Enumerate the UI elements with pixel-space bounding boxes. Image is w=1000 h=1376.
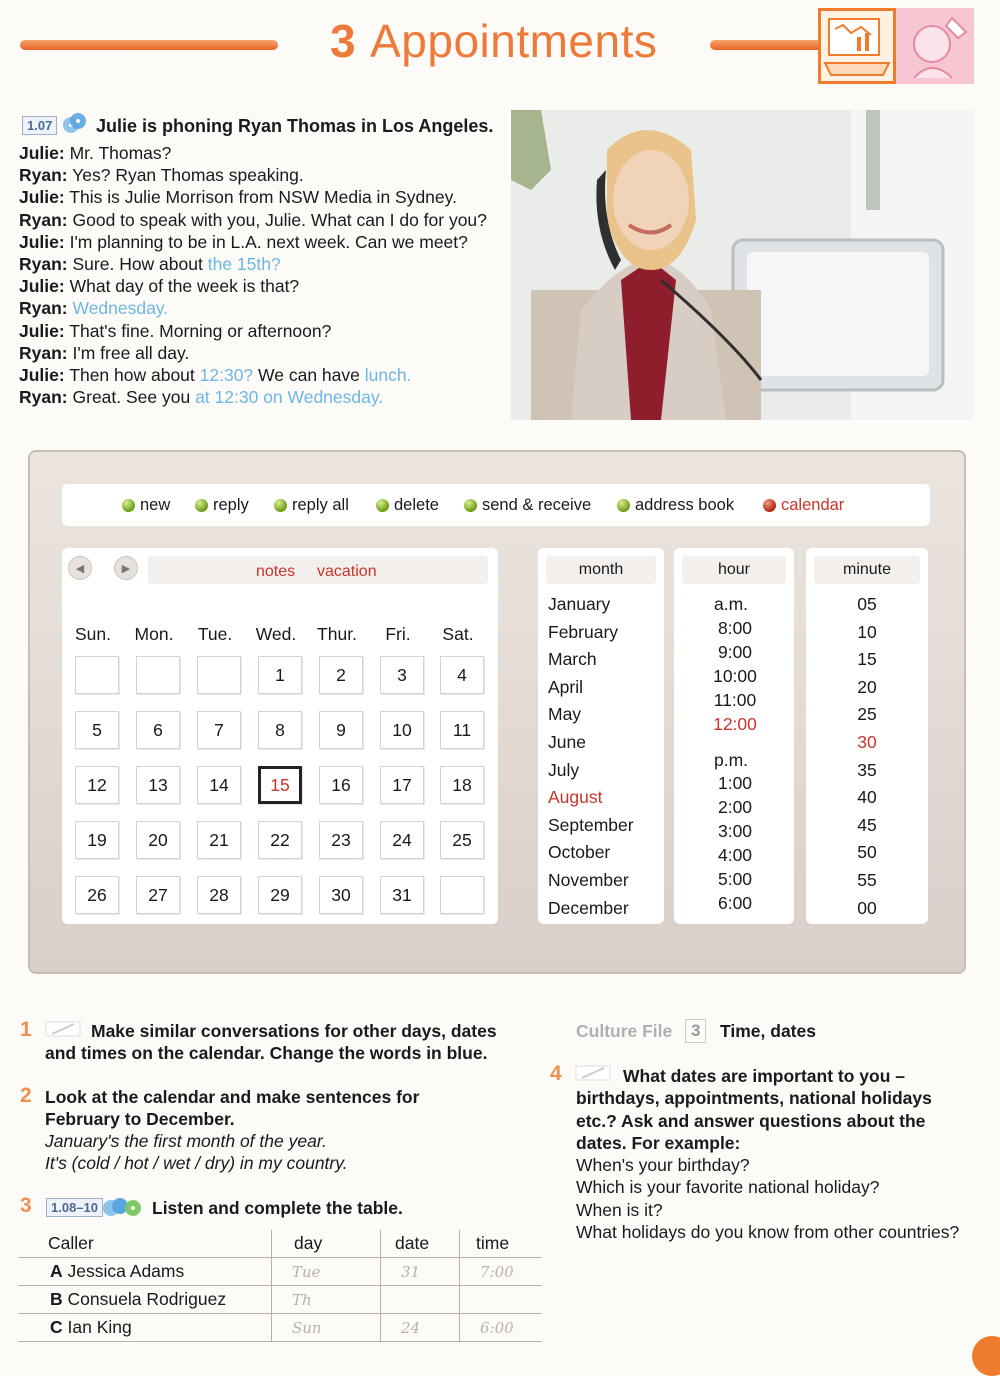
culture-file-subtitle: Time, dates <box>720 1021 816 1041</box>
month-item[interactable]: June <box>548 732 586 752</box>
dialogue-blue-text: at 12:30 on Wednesday. <box>195 387 384 408</box>
day-of-week-label: Mon. <box>134 624 174 644</box>
dialogue-line <box>19 275 487 297</box>
am-label: a.m. <box>713 594 749 614</box>
month-item[interactable]: October <box>548 842 611 863</box>
dialogue-blue-text: the 15th? <box>207 254 281 275</box>
speaker-name: Ryan: <box>19 254 68 275</box>
table-row <box>18 1286 542 1314</box>
month-header: month <box>546 556 656 584</box>
calendar-day[interactable]: 30 <box>319 876 363 914</box>
hour-item[interactable]: 1:00 <box>717 773 753 793</box>
minute-item[interactable]: 15 <box>857 649 877 670</box>
tab-notes[interactable]: notes <box>256 563 296 580</box>
dialogue-line <box>19 142 487 164</box>
col-header-day: day <box>272 1230 381 1258</box>
calendar-day[interactable]: 20 <box>136 821 180 859</box>
dialogue-text: I'm planning to be in L.A. next week. Can we meet? <box>69 231 468 252</box>
calendar-day[interactable]: 6 <box>136 711 180 749</box>
exercise-4-instruction-line: What dates are important to you – <box>623 1066 905 1086</box>
chevron-right-icon: ▶ <box>121 562 131 575</box>
hour-item[interactable]: 2:00 <box>717 797 753 817</box>
hour-item[interactable]: 5:00 <box>717 869 753 889</box>
chevron-left-icon: ◀ <box>75 562 85 575</box>
dialogue-text: Sure. How about <box>72 254 208 275</box>
minute-item[interactable]: 20 <box>857 676 877 697</box>
month-item[interactable]: December <box>548 897 629 918</box>
exercise-4-instruction-line: etc.? Ask and answer questions about the <box>576 1110 926 1131</box>
green-dot-icon <box>617 499 630 512</box>
dialogue-text: What day of the week is that? <box>69 276 300 297</box>
toolbar-delete-button[interactable]: delete <box>376 496 439 515</box>
dialogue-text: That's fine. Morning or afternoon? <box>69 320 332 341</box>
minute-header: minute <box>814 556 920 584</box>
calendar-day[interactable]: 5 <box>75 711 119 749</box>
speaker-name: Ryan: <box>19 342 68 363</box>
exercise-4-instruction-line: birthdays, appointments, national holidays <box>576 1088 932 1109</box>
dialogue-text: I'm free all day. <box>72 342 190 363</box>
exercise-4-question: When is it? <box>576 1199 663 1220</box>
dialogue-blue-text: lunch. <box>364 365 412 386</box>
col-header-time: time <box>460 1230 543 1258</box>
calendar-day[interactable]: 19 <box>75 821 119 859</box>
caller-name: Ian King <box>67 1317 132 1337</box>
handwritten-date[interactable] <box>381 1286 460 1314</box>
exercise-2-example-1: January's the first month of the year. <box>45 1131 327 1151</box>
hour-item[interactable]: 12:00 <box>713 714 757 734</box>
caller-name: Consuela Rodriguez <box>67 1289 227 1309</box>
calendar-day[interactable]: 17 <box>380 766 424 804</box>
exercise-2-example-2: It's (cold / hot / wet / dry) in my country. <box>45 1153 348 1173</box>
minute-item[interactable]: 25 <box>857 704 877 725</box>
hour-header: hour <box>682 556 786 584</box>
month-item[interactable]: January <box>548 594 611 614</box>
calendar-day[interactable]: 26 <box>75 876 119 914</box>
pm-label: p.m. <box>713 750 749 770</box>
audio-cd-icon[interactable] <box>60 112 88 134</box>
header-bar-left <box>20 40 278 50</box>
minute-item[interactable]: 35 <box>857 759 877 780</box>
dialogue-text: This is Julie Morrison from NSW Media in Sydney. <box>69 187 457 208</box>
calendar-day[interactable]: 25 <box>440 821 484 859</box>
caller-cell <box>18 1286 272 1314</box>
calendar-day[interactable]: 27 <box>136 876 180 914</box>
green-dot-icon <box>376 499 389 512</box>
month-item[interactable]: May <box>548 704 582 725</box>
calendar-day[interactable]: 2 <box>319 656 363 694</box>
exercise-1-number: 1 <box>20 1018 32 1041</box>
dialogue-text: Then how about <box>69 365 200 386</box>
header-bar-right <box>710 40 825 50</box>
day-of-week-label: Wed. <box>255 624 297 644</box>
calendar-day[interactable]: 11 <box>440 711 484 749</box>
speaker-name: Julie: <box>19 320 65 341</box>
handwritten-time[interactable]: 6:00 <box>460 1314 543 1342</box>
caller-table <box>18 1230 542 1342</box>
dialogue-line <box>19 297 487 319</box>
speaker-name: Ryan: <box>19 209 68 230</box>
calendar-day[interactable]: 28 <box>197 876 241 914</box>
toolbar-calendar-button[interactable]: calendar <box>763 496 844 515</box>
dialogue-line <box>19 364 487 386</box>
calendar-day[interactable]: 3 <box>380 656 424 694</box>
day-of-week-label: Sun. <box>75 624 111 644</box>
caller-cell <box>18 1258 272 1286</box>
speaker-name: Julie: <box>19 143 65 163</box>
exercise-3-number: 3 <box>20 1194 32 1217</box>
calendar-day[interactable]: 31 <box>380 876 424 914</box>
handwritten-time[interactable]: 7:00 <box>460 1258 543 1286</box>
caller-cell <box>18 1314 272 1342</box>
day-of-week-label: Thur. <box>317 624 357 644</box>
calendar-day[interactable]: 21 <box>197 821 241 859</box>
col-header-caller: Caller <box>18 1230 272 1258</box>
calendar-day[interactable]: 4 <box>440 656 484 694</box>
minute-item[interactable]: 30 <box>857 732 877 752</box>
calendar-day[interactable]: 13 <box>136 766 180 804</box>
calendar-empty-cell <box>136 656 180 694</box>
hour-item[interactable]: 9:00 <box>717 642 753 662</box>
caller-letter: C <box>50 1317 63 1337</box>
hour-item[interactable]: 11:00 <box>713 690 757 710</box>
hour-item[interactable]: 6:00 <box>717 893 753 913</box>
table-row <box>18 1258 542 1286</box>
green-dot-icon <box>195 499 208 512</box>
calendar-day[interactable]: 8 <box>258 711 302 749</box>
exercise-4-instruction-line: dates. For example: <box>576 1132 741 1153</box>
green-dot-icon <box>122 499 135 512</box>
exercise-2-line2: February to December. <box>45 1109 235 1129</box>
calendar-empty-cell <box>197 656 241 694</box>
month-item[interactable]: September <box>548 814 634 835</box>
toolbar-new-button[interactable]: new <box>122 496 170 515</box>
day-of-week-label: Sat. <box>442 624 474 644</box>
exercise-4-text <box>576 1065 959 1243</box>
minute-item[interactable]: 50 <box>857 842 877 863</box>
audio-cd-icon[interactable] <box>100 1196 144 1218</box>
toolbar-send-receive-button[interactable]: send & receive <box>464 496 591 515</box>
speaker-name: Ryan: <box>19 165 68 186</box>
calendar-day[interactable]: 15 <box>258 766 302 804</box>
day-of-week-label: Tue. <box>197 624 233 644</box>
calendar-day[interactable]: 12 <box>75 766 119 804</box>
calendar-empty-cell <box>75 656 119 694</box>
dialogue-line <box>19 386 487 408</box>
dialogue-text: Good to speak with you, Julie. What can I do for you? <box>72 209 487 230</box>
green-dot-icon <box>274 499 287 512</box>
exercise-4-number: 4 <box>550 1062 562 1085</box>
toolbar-reply-button[interactable]: reply <box>195 496 249 515</box>
speaker-name: Julie: <box>19 276 65 297</box>
speaker-name: Ryan: <box>19 387 68 408</box>
exercise-1-line2: and times on the calendar. Change the words in blue. <box>45 1043 488 1063</box>
calendar-day[interactable]: 22 <box>258 821 302 859</box>
handwritten-day[interactable]: Tue <box>272 1258 381 1286</box>
dialogue-line <box>19 164 487 186</box>
exercise-2-number: 2 <box>20 1084 32 1107</box>
day-of-week-label: Fri. <box>385 624 411 644</box>
calendar-day[interactable]: 7 <box>197 711 241 749</box>
computer-calendar-icon <box>818 8 896 84</box>
minute-item[interactable]: 00 <box>857 897 877 918</box>
exercise-3-instruction: Listen and complete the table. <box>152 1198 403 1218</box>
dialogue-line <box>19 231 487 253</box>
hour-item[interactable]: 8:00 <box>717 618 753 638</box>
minute-item[interactable]: 10 <box>857 621 877 642</box>
calendar-day[interactable]: 9 <box>319 711 363 749</box>
calendar-day[interactable]: 18 <box>440 766 484 804</box>
woman-on-phone-photo <box>511 110 973 420</box>
handwritten-day[interactable]: Th <box>272 1286 381 1314</box>
calendar-day[interactable]: 14 <box>197 766 241 804</box>
speaker-name: Julie: <box>19 365 65 386</box>
month-item[interactable]: March <box>548 649 597 670</box>
dialogue-text: Mr. Thomas? <box>69 143 172 163</box>
dialogue-blue-text: 12:30? <box>199 365 254 386</box>
exercise-4-question: What holidays do you know from other countries? <box>576 1222 960 1243</box>
audio-track-number: 1.08–10 <box>46 1198 103 1217</box>
audio-track-number: 1.07 <box>22 116 57 135</box>
caller-letter: A <box>50 1261 63 1281</box>
exercise-4-question: Which is your favorite national holiday? <box>576 1177 880 1198</box>
dialogue-intro: Julie is phoning Ryan Thomas in Los Angeles. <box>96 116 494 136</box>
dialogue-line <box>19 253 487 275</box>
calendar-empty-cell <box>440 876 484 914</box>
speaker-name: Julie: <box>19 231 65 252</box>
hour-item[interactable]: 10:00 <box>713 666 757 686</box>
page-corner-tab <box>972 1336 1000 1376</box>
handwritten-date[interactable]: 31 <box>381 1258 460 1286</box>
toolbar-address-book-button[interactable]: address book <box>617 496 734 515</box>
pencil-icon <box>44 1018 84 1040</box>
month-item[interactable]: July <box>548 759 580 780</box>
minute-item[interactable]: 45 <box>857 814 877 835</box>
month-item[interactable]: February <box>548 621 619 642</box>
calendar-day[interactable]: 23 <box>319 821 363 859</box>
dialogue-line <box>19 342 487 364</box>
exercise-2-line1: Look at the calendar and make sentences for <box>45 1087 420 1107</box>
prev-month-button[interactable] <box>68 556 92 580</box>
month-item[interactable]: August <box>548 787 603 808</box>
minute-item[interactable]: 40 <box>857 787 877 808</box>
month-item[interactable]: April <box>548 676 584 697</box>
dialogue-text: Great. See you <box>72 387 196 408</box>
calendar-day[interactable]: 1 <box>258 656 302 694</box>
handwritten-date[interactable]: 24 <box>381 1314 460 1342</box>
handwritten-time[interactable] <box>460 1286 543 1314</box>
toolbar-reply-all-button[interactable]: reply all <box>274 496 349 515</box>
exercise-4-question: When's your birthday? <box>576 1155 750 1176</box>
handwritten-day[interactable]: Sun <box>272 1314 381 1342</box>
dialogue-line <box>19 320 487 342</box>
minute-item[interactable]: 05 <box>857 594 877 614</box>
minute-item[interactable]: 55 <box>857 870 877 890</box>
calendar-day[interactable]: 16 <box>319 766 363 804</box>
dialogue-text: We can have <box>253 365 365 386</box>
calendar-day[interactable]: 29 <box>258 876 302 914</box>
caller-letter: B <box>50 1289 63 1309</box>
calendar-day[interactable]: 10 <box>380 711 424 749</box>
table-row <box>18 1314 542 1342</box>
speaker-name: Ryan: <box>19 298 68 319</box>
col-header-date: date <box>381 1230 460 1258</box>
caller-name: Jessica Adams <box>67 1261 185 1281</box>
dialogue-line <box>19 209 487 231</box>
speaker-name: Julie: <box>19 187 65 208</box>
dialogue-blue-text: Wednesday. <box>72 298 169 319</box>
month-item[interactable]: November <box>548 870 629 890</box>
person-phone-icon <box>896 8 974 84</box>
exercise-1-line1: Make similar conversations for other days, dates <box>91 1021 497 1041</box>
culture-file-number: 3 <box>685 1019 706 1043</box>
calendar-day[interactable]: 24 <box>380 821 424 859</box>
tab-vacation[interactable]: vacation <box>317 563 377 580</box>
culture-file-title: Culture File <box>576 1021 673 1041</box>
hour-item[interactable]: 3:00 <box>717 821 753 841</box>
dialogue-text: Yes? Ryan Thomas speaking. <box>72 165 304 186</box>
page-title: 3 Appointments <box>330 15 658 67</box>
next-month-button[interactable] <box>114 556 138 580</box>
dialogue <box>19 142 487 408</box>
hour-item[interactable]: 4:00 <box>717 845 753 865</box>
red-dot-icon <box>763 499 776 512</box>
dialogue-line <box>19 186 487 208</box>
green-dot-icon <box>464 499 477 512</box>
